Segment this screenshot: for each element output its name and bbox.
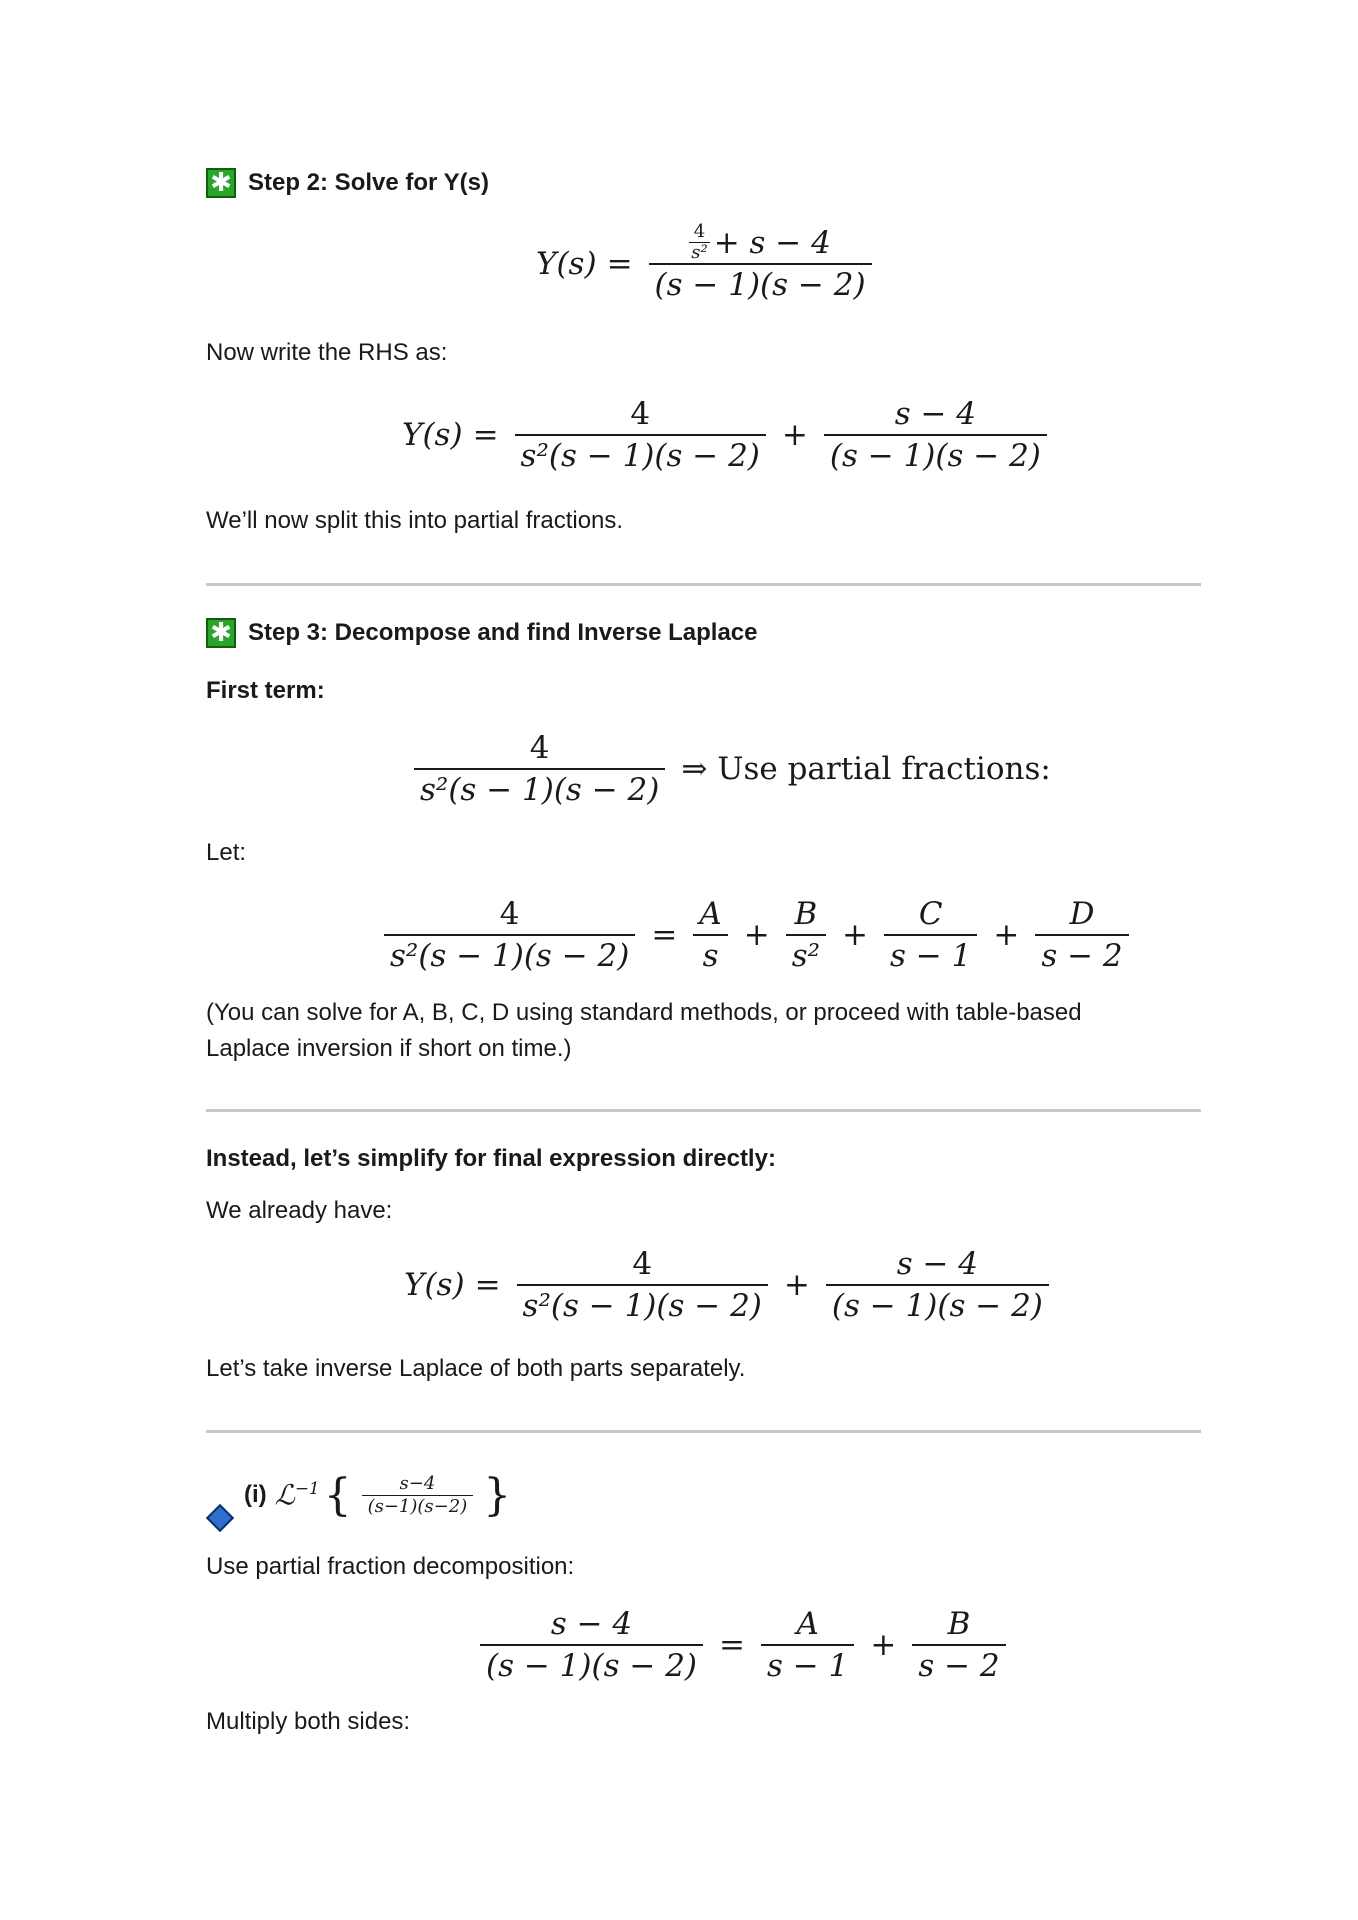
equation-y-repeat: Y(s) = $\frac{4}{\text{s²(s − 1)(s − 2)}}$ + $\frac{s - 4}{(s - 1)(s - 2)}$ [404,1244,1055,1326]
eq1-small-fraction: $\frac{4}{\text{s²}}$ [691,221,708,263]
divider [206,583,1201,586]
document-page [206,0,1201,1920]
instead-heading: Instead, let’s simplify for final expression directly: [206,1145,776,1172]
part-i-fraction: $\frac{s-4}{(s-1)(s-2)}$ [362,1473,474,1518]
eq1-equals: = [606,245,633,282]
eq1-lhs: Y(s) [536,245,597,282]
text-use-partial: Use partial fraction decomposition: [206,1553,575,1580]
eq1-fraction [649,222,872,305]
equation-part-i-decomposition: $\frac{s - 4}{(s - 1)(s - 2)}$ = $\frac{A}{s - 1}$ + $\frac{B}{s - 2}$ [474,1604,1012,1686]
note-line-1: (You can solve for A, B, C, D using standard methods, or proceed with table-based [206,999,1082,1026]
text-now-write: Now write the RHS as: [206,339,448,366]
note-line-2: Laplace inversion if short on time.) [206,1035,572,1062]
eq2-fraction-1: $\frac{4}{\text{s²(s − 1)(s − 2)}}$ [515,394,766,476]
step3-heading-row [206,618,757,648]
equation-y-of-s [536,222,878,305]
equation-partial-fractions: $\frac{4}{\text{s²(s − 1)(s − 2)}}$ = $\frac{A}{s}$ + $\frac{B}{\text{s²}}$ + $\frac{C}{s - 1}$ + $\frac{D}{s - 2}$ [378,894,1135,976]
part-i-heading: (i) ℒ$^{-1}$ { $\frac{s-4}{(s-1)(s-2)}$ } [210,1462,511,1528]
text-take-inverse: Let’s take inverse Laplace of both parts separately. [206,1355,746,1382]
eq1-numerator: $\frac{4}{\text{s²}}$ + s − 4 [691,221,831,263]
part-i-label: (i) [244,1481,267,1508]
step2-heading: Step 2: Solve for Y(s) [248,169,489,196]
first-term-label: First term: [206,677,325,704]
text-split-partial: We’ll now split this into partial fractions. [206,507,624,534]
star-icon: ✱ [206,168,236,198]
step2-heading-row [206,168,489,198]
eq2-fraction-2: $\frac{s - 4}{(s - 1)(s - 2)}$ [824,394,1047,476]
star-icon: ✱ [206,618,236,648]
step3-heading: Step 3: Decompose and find Inverse Laplace [248,619,758,646]
text-let: Let: [206,839,247,866]
equation-first-term: $\frac{4}{\text{s²(s − 1)(s − 2)}}$ ⇒ Use partial fractions: [408,728,1051,810]
equation-y-split: Y(s) = $\frac{4}{\text{s²(s − 1)(s − 2)}}$ + $\frac{s - 4}{(s - 1)(s - 2)}$ [402,394,1053,476]
laplace-operator: ℒ$^{-1}$ [274,1478,320,1512]
divider [206,1109,1201,1112]
text-multiply-both: Multiply both sides: [206,1708,411,1735]
diamond-icon [206,1504,234,1532]
eq1-denominator: (s − 1)(s − 2) [654,267,866,303]
text-already-have: We already have: [206,1197,393,1224]
divider [206,1430,1201,1433]
